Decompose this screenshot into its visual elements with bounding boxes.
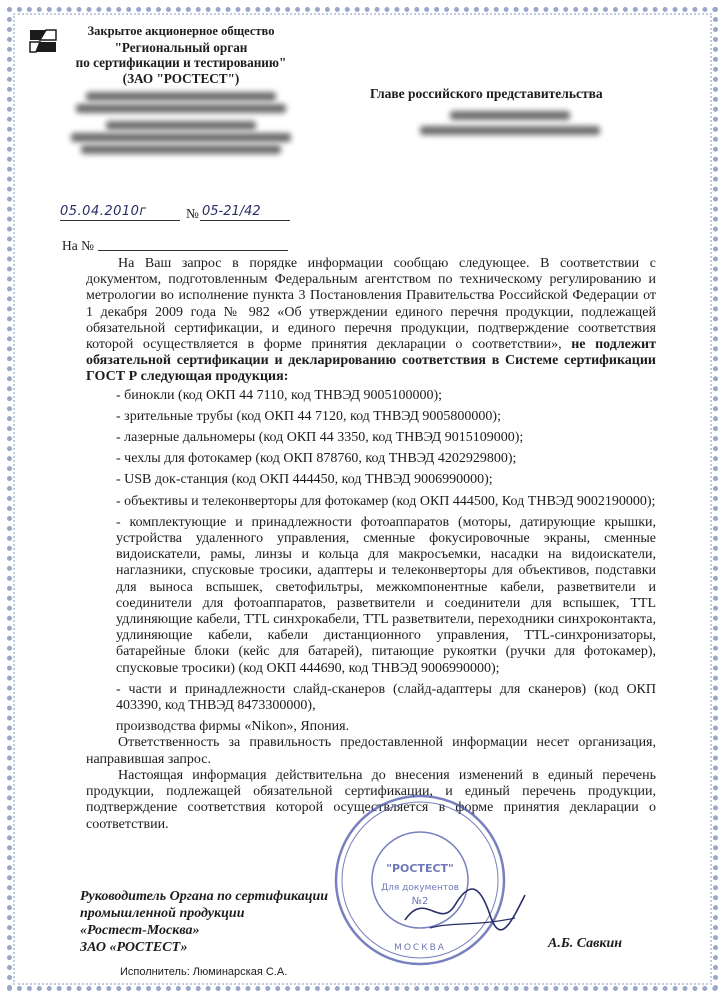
redacted-email	[106, 121, 256, 130]
addressee-title: Главе российского представительства	[370, 86, 603, 101]
redacted-inn	[81, 145, 281, 154]
number-underline	[200, 220, 290, 221]
redacted-phone	[76, 104, 286, 113]
intro-text: На Ваш запрос в порядке информации сообщаю следующее. В соответствии с документом, подготовленным Федеральным агентством по техническому регулированию и метрологии во исполнение пункта 3 Постановления Правительства Российской Федерации от 1 декабря 2009 года № 982 «Об утверждении единого перечня продукции, подлежащей обязательной сертификации, и единого перечня продукции, подтверждение соответствия которой осуществляется в форме принятия декларации о соответствии»,	[86, 256, 656, 353]
list-item: - чехлы для фотокамер (код ОКП 878760, код ТНВЭД 4202929800);	[116, 451, 517, 467]
product-list	[86, 388, 656, 715]
letter-body	[86, 256, 656, 833]
signer-position-1: Руководитель Органа по сертификации	[80, 889, 329, 904]
intro-bold-text: не подлежит обязательной сертификации и декларированию соответствия в Системе сертификации ГОСТ Р следующая продукция:	[86, 337, 656, 385]
list-item: - объективы и телеконверторы для фотокамер (код ОКП 444500, Код ТНВЭД 9002190000);	[116, 493, 656, 509]
manufacturer-line: производства фирмы «Nikon», Япония.	[116, 719, 350, 735]
sender-line-1: Закрытое акционерное общество	[87, 24, 275, 38]
sender-line-2: "Региональный орган	[114, 39, 248, 55]
signer-position-4: ЗАО «РОСТЕСТ»	[80, 940, 188, 955]
reply-underline	[98, 250, 288, 251]
list-item: - USB док-станция (код ОКП 444450, код ТНВЭД 9006990000);	[116, 472, 493, 488]
sender-line-4: (ЗАО "РОСТЕСТ")	[122, 70, 240, 86]
sender-line-3: по сертификации и тестированию"	[75, 55, 287, 70]
list-item: - бинокли (код ОКП 44 7110, код ТНВЭД 9005100000);	[116, 387, 443, 403]
redacted-codes	[71, 133, 291, 142]
redacted-addressee-extra	[420, 126, 600, 135]
executor-line: Исполнитель: Люминарская С.А.	[120, 966, 288, 978]
list-item: - части и принадлежности слайд-сканеров (слайд-адаптеры для сканеров) (код ОКП 403390, код ТНВЭД 8473300000),	[116, 681, 656, 714]
stamp-title: "РОСТЕСТ"	[386, 862, 454, 875]
outgoing-date: 05.04.2010г	[60, 204, 147, 219]
list-item: - зрительные трубы (код ОКП 44 7120, код ТНВЭД 9005800000);	[116, 408, 501, 424]
date-underline	[60, 220, 180, 221]
sender-block	[56, 24, 306, 157]
responsibility-paragraph: Ответственность за правильность предоставленной информации несет организация, направившая запрос.	[86, 735, 656, 767]
outgoing-number: 05-21/42	[202, 204, 261, 219]
number-label: №	[186, 206, 199, 221]
stamp-number: №2	[411, 896, 429, 907]
stamp-purpose: Для документов	[381, 883, 459, 893]
signer-position-3: «Ростест-Москва»	[80, 923, 200, 938]
addressee-block	[370, 86, 670, 135]
stamp-city: МОСКВА	[394, 943, 446, 953]
intro-paragraph	[86, 256, 656, 386]
list-item: - лазерные дальномеры (код ОКП 44 3350, код ТНВЭД 9015109000);	[116, 430, 524, 446]
redacted-address	[86, 92, 276, 101]
validity-paragraph: Настоящая информация действительна до внесения изменений в единый перечень продукции, подлежащей обязательной сертификации, и единый перечень продукции, подтверждение соответствия которой осуществляется в форме принятия декларации о соответствии.	[86, 767, 656, 832]
list-item: - комплектующие и принадлежности фотоаппаратов (моторы, датирующие крышки, устройства удаленного управления, сменные фокусировочные экраны, сменные видоискатели, рамы, линзы и кольца для макросъемки, насадки на видоискатели, наглазники, спусковые тросики, адаптеры и телеконверторы для объективов, подставки для выноса вспышек, светофильтры, межкомпонентные кабели, разветвители и соединители для фотоаппаратов, разветвители и соединители для вспышек, TTL удлиняющие кабели, TTL синхрокабели, TTL разветвители, переходники синхроконтакта, удлиняющие кабели, кабели дистанционного управления, TTL-синхронизаторы, батарейные блоки (кейс для батарей), питающие рукоятки (ручки для фотокамер), спусковые тросики) (код ОКП 444690, код ТНВЭД 9006990000);	[116, 514, 656, 676]
signature-block	[80, 888, 328, 956]
redacted-addressee-name	[450, 111, 570, 120]
signer-name: А.Б. Савкин	[548, 936, 623, 951]
handwritten-signature-icon	[400, 880, 530, 940]
signer-position-2: промышленной продукции	[80, 906, 245, 921]
reply-label: На №	[62, 238, 94, 253]
rostest-logo-icon	[26, 26, 60, 56]
